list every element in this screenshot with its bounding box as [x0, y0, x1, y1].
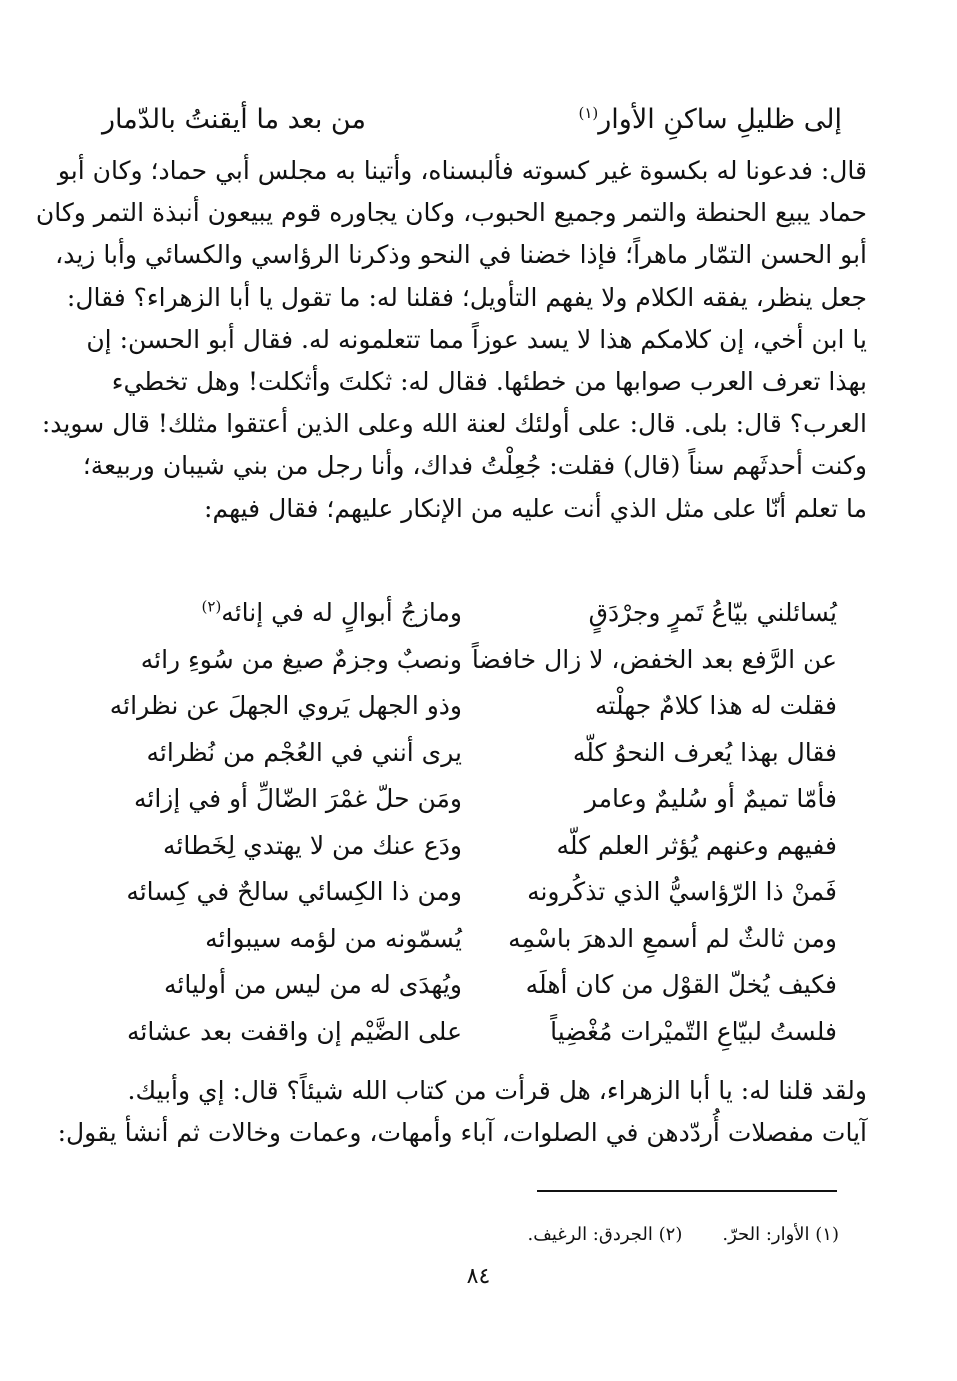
poem-second-hemistich: ودَع عنك من لا يهتدي لِخَطائه [162, 830, 462, 860]
prose-line: وكنت أحدثَهم سناً (قال) فقلت: جُعِلْتُ فداك، وأنا رجل من بني شيبان وربيعة؛ [82, 451, 867, 481]
poem-first-hemistich: فقلت له هذا كلامٌ جهلْته [595, 691, 837, 720]
prose-line: ما تعلم أنّا على مثل الذي أنت عليه من الإنكار عليهم؛ فقال فيهم: [204, 493, 867, 523]
top-verse [102, 100, 842, 140]
poem-second-hemistich: وذو الجهل يَروي الجهلَ عن نظرائه [109, 691, 462, 720]
poem-verse [117, 637, 837, 684]
prose-line: جعل ينظر، يفقه الكلام ولا يفهم التأويل؛ فقلنا له: ما تقول يا أبا الزهراء؟ فقال: [66, 282, 867, 312]
top-verse-first-hemistich: إلى ظليلِ ساكنِ الأوار$^{(١)}$ [578, 104, 842, 135]
poem-first-hemistich: ففيهم وعنهم يُؤثر العلم كلّه [556, 830, 837, 860]
prose-paragraph-after-poem [57, 1070, 867, 1154]
poem-first-hemistich: فكيف يُخلّ القوْل من كان أهلَه [525, 970, 837, 999]
poem-verse [117, 823, 837, 870]
poem-verse [109, 683, 837, 730]
prose-line: حماد يبيع الحنطة والتمر وجميع الحبوب، وكان يجاوره قوم يبيعون أنبذة التمر وكان [35, 198, 867, 228]
poem-second-hemistich: ويُهدَى له من ليس من أوليائه [163, 970, 462, 999]
prose-line: قال: فدعونا له بكسوة غير كسوته فألبسناه، وأتينا به مجلس أبي حماد؛ وكان أبو [57, 156, 867, 185]
footnote-divider [537, 1190, 837, 1192]
poem-verse [117, 869, 837, 916]
poem-second-hemistich: على الضَّيْم إن واقفت بعد عشائه [127, 1016, 462, 1046]
poem-second-hemistich: ومَن حلّ غمْرَ الضّالِّ أو في إزائه [133, 784, 462, 813]
prose-line: بهذا تعرف العرب صوابها من خطئها. فقال له: ثكلتَ وأثكلت! وهل تخطيء [111, 367, 867, 397]
poem-verse [117, 776, 837, 823]
poem-verse [117, 916, 837, 963]
poem-first-hemistich: يُسائلني بيّاعُ تَمرٍ وجرْدَقٍ [588, 598, 837, 627]
poem-second-hemistich: يُسمّونه من لؤمه سيبوائه [205, 923, 462, 953]
poem-first-hemistich: فلستُ لبيّاعِ التّميْرات مُغْضِياً [550, 1016, 837, 1046]
poem-second-hemistich: ونصبٌ وجزمٌ صيغ من سُوءِ رائه [140, 644, 462, 674]
footnote-marker-2: (٢) [201, 597, 222, 616]
poem-first-hemistich: فَمنْ ذا الرّؤاسيُّ الذي تذكُرونه [527, 877, 837, 906]
poem-verse [117, 962, 837, 1009]
prose-paragraph-before-poem [35, 150, 867, 530]
prose-line: يا ابن أخي، إن كلامكم هذا لا يسد عوزاً مما تتعلمونه له. فقال أبو الحسن: إن [86, 324, 867, 354]
poem-first-hemistich: ومن ثالثٌ لم أسمعِ الدهرَ باسْمِه [508, 923, 837, 953]
poem-verse [117, 730, 837, 777]
prose-line: أبو الحسن التمّار ماهراً؛ فإذا خضنا في النحو وذكرنا الرؤاسي والكسائي وأبا زيد، [55, 240, 867, 270]
poem [109, 590, 837, 1055]
poem-second-hemistich: ومن ذا الكِسائي سالحٌ في كِسائه [126, 877, 462, 906]
footnote-marker-1: (١) [578, 104, 599, 122]
page-number: ٨٤ [466, 1264, 491, 1289]
footnote-2: (٢) الجردق: الرغيف. [527, 1224, 683, 1245]
poem-second-hemistich: يرى أنني في العُجْم من نُظرائه [146, 737, 462, 767]
top-verse-second-hemistich: من بعد ما أيقنتُ بالدّمار [102, 104, 366, 135]
poem-first-hemistich: عن الرَّفع بعد الخفض، لا زال خافضاً [471, 644, 837, 674]
poem-verse [117, 1009, 837, 1056]
poem-first-hemistich: فقال بهذا يُعرف النحوُ كلّه [572, 737, 837, 767]
prose-line: آيات مفصلات أُردّدهن في الصلوات، آباء وأمهات، وعمات وخالات ثم أنشأ يقول: [57, 1118, 867, 1147]
prose-line: ولقد قلنا له: يا أبا الزهراء، هل قرأت من كتاب الله شيئاً؟ قال: إي وأبيك. [127, 1076, 867, 1105]
poem-first-hemistich: فأمّا تميمٌ أو سُليمٌ وعامر [584, 784, 837, 813]
poem-second-hemistich: ومازجُ أبوالٍ له في إنائه$^{(٢)}$ [201, 597, 462, 627]
poem-verse [117, 590, 837, 637]
footnote-1: (١) الأوار: الحرّ. [722, 1224, 839, 1245]
prose-line: العرب؟ قال: بلى. قال: على أولئك لعنة الله وعلى الذين أعتقوا مثلك! قال سويد: [41, 409, 867, 439]
footnotes [527, 1220, 839, 1250]
